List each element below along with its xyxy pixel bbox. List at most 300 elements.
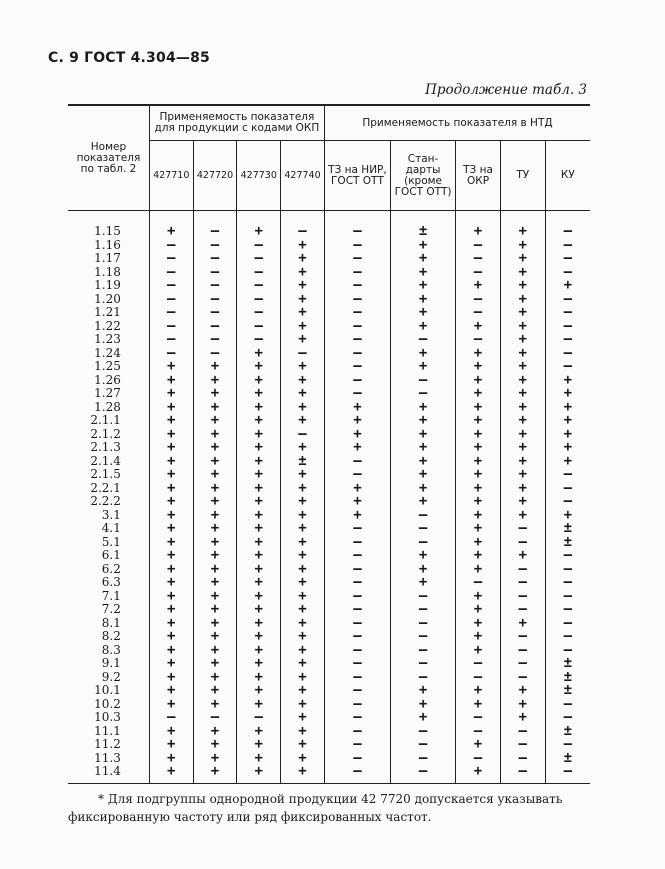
applicability-mark: + bbox=[500, 293, 545, 307]
applicability-mark: + bbox=[324, 509, 390, 523]
indicator-number: 1.23 bbox=[68, 333, 149, 347]
applicability-mark: + bbox=[456, 630, 501, 644]
table-row bbox=[68, 752, 590, 766]
applicability-mark: — bbox=[324, 738, 390, 752]
applicability-mark: + bbox=[149, 563, 193, 577]
applicability-mark: + bbox=[281, 374, 325, 388]
table-row bbox=[68, 684, 590, 698]
applicability-mark: — bbox=[456, 252, 501, 266]
indicator-number: 1.18 bbox=[68, 266, 149, 280]
applicability-mark: + bbox=[281, 563, 325, 577]
applicability-mark: + bbox=[500, 252, 545, 266]
indicator-number: 8.1 bbox=[68, 617, 149, 631]
applicability-mark: + bbox=[391, 360, 456, 374]
applicability-mark: + bbox=[237, 522, 281, 536]
applicability-mark: — bbox=[193, 320, 237, 334]
applicability-mark: — bbox=[324, 279, 390, 293]
applicability-mark: + bbox=[281, 320, 325, 334]
applicability-mark: — bbox=[500, 590, 545, 604]
table-continuation-label: Продолжение табл. 3 bbox=[425, 82, 587, 98]
applicability-mark: — bbox=[500, 752, 545, 766]
applicability-mark: + bbox=[237, 738, 281, 752]
applicability-mark: — bbox=[545, 711, 590, 725]
applicability-mark: + bbox=[149, 387, 193, 401]
applicability-mark: + bbox=[545, 455, 590, 469]
applicability-mark: — bbox=[456, 671, 501, 685]
applicability-mark: — bbox=[324, 765, 390, 783]
applicability-mark: + bbox=[149, 671, 193, 685]
applicability-mark: — bbox=[324, 347, 390, 361]
indicator-number: 11.4 bbox=[68, 765, 149, 783]
applicability-mark: + bbox=[281, 333, 325, 347]
applicability-mark: + bbox=[281, 549, 325, 563]
applicability-mark: — bbox=[237, 279, 281, 293]
applicability-mark: — bbox=[193, 333, 237, 347]
applicability-mark: + bbox=[500, 374, 545, 388]
applicability-mark: + bbox=[391, 698, 456, 712]
indicator-number: 1.27 bbox=[68, 387, 149, 401]
applicability-mark: — bbox=[237, 239, 281, 253]
ntd-header: ТЗ на НИР, ГОСТ ОТТ bbox=[324, 141, 390, 211]
applicability-mark: + bbox=[456, 414, 501, 428]
table-row bbox=[68, 536, 590, 550]
applicability-mark: — bbox=[324, 522, 390, 536]
applicability-mark: — bbox=[391, 617, 456, 631]
applicability-mark: — bbox=[149, 711, 193, 725]
applicability-mark: — bbox=[500, 576, 545, 590]
applicability-mark: — bbox=[500, 603, 545, 617]
applicability-mark: + bbox=[500, 455, 545, 469]
applicability-mark: — bbox=[500, 522, 545, 536]
applicability-mark: — bbox=[324, 725, 390, 739]
applicability-mark: — bbox=[391, 333, 456, 347]
code-header: 427720 bbox=[193, 141, 237, 211]
applicability-mark: + bbox=[193, 590, 237, 604]
applicability-mark: + bbox=[391, 468, 456, 482]
applicability-mark: — bbox=[545, 765, 590, 783]
applicability-mark: — bbox=[500, 630, 545, 644]
applicability-mark: + bbox=[545, 509, 590, 523]
applicability-mark: + bbox=[500, 684, 545, 698]
indicator-number: 1.25 bbox=[68, 360, 149, 374]
footnote: * Для подгруппы однородной продукции 42 7720 допускается указывать фиксированную частоту или ряд фиксированных частот. bbox=[68, 792, 563, 824]
applicability-mark: — bbox=[193, 252, 237, 266]
indicator-number: 2.1.1 bbox=[68, 414, 149, 428]
applicability-mark: — bbox=[149, 306, 193, 320]
applicability-mark: — bbox=[193, 266, 237, 280]
applicability-mark: + bbox=[500, 211, 545, 239]
applicability-mark: + bbox=[391, 279, 456, 293]
applicability-mark: + bbox=[237, 563, 281, 577]
applicability-mark: — bbox=[456, 293, 501, 307]
applicability-mark: ± bbox=[545, 671, 590, 685]
applicability-mark: — bbox=[456, 576, 501, 590]
table-row bbox=[68, 725, 590, 739]
ntd-header: ТЗ на ОКР bbox=[456, 141, 501, 211]
applicability-mark: + bbox=[456, 509, 501, 523]
applicability-mark: + bbox=[281, 671, 325, 685]
applicability-table bbox=[68, 104, 590, 783]
table-row bbox=[68, 401, 590, 415]
ntd-header: Стан-дарты (кроме ГОСТ ОТТ) bbox=[391, 141, 456, 211]
applicability-mark: + bbox=[456, 360, 501, 374]
applicability-mark: + bbox=[237, 644, 281, 658]
applicability-mark: + bbox=[391, 414, 456, 428]
applicability-mark: — bbox=[193, 211, 237, 239]
applicability-mark: + bbox=[149, 684, 193, 698]
applicability-mark: + bbox=[324, 441, 390, 455]
applicability-mark: + bbox=[456, 347, 501, 361]
applicability-mark: + bbox=[391, 239, 456, 253]
applicability-mark: + bbox=[237, 536, 281, 550]
applicability-mark: + bbox=[149, 211, 193, 239]
applicability-mark: + bbox=[237, 549, 281, 563]
applicability-mark: — bbox=[391, 657, 456, 671]
applicability-mark: + bbox=[149, 738, 193, 752]
applicability-mark: + bbox=[149, 698, 193, 712]
applicability-mark: + bbox=[237, 603, 281, 617]
indicator-number: 1.28 bbox=[68, 401, 149, 415]
applicability-mark: — bbox=[324, 617, 390, 631]
indicator-number: 9.1 bbox=[68, 657, 149, 671]
applicability-mark: + bbox=[237, 401, 281, 415]
indicator-number: 6.3 bbox=[68, 576, 149, 590]
applicability-mark: — bbox=[324, 684, 390, 698]
applicability-mark: + bbox=[237, 468, 281, 482]
applicability-mark: + bbox=[456, 374, 501, 388]
applicability-mark: + bbox=[281, 711, 325, 725]
applicability-mark: — bbox=[545, 333, 590, 347]
indicator-number: 5.1 bbox=[68, 536, 149, 550]
applicability-mark: + bbox=[149, 509, 193, 523]
code-header: 427740 bbox=[281, 141, 325, 211]
applicability-mark: — bbox=[545, 630, 590, 644]
table-row bbox=[68, 279, 590, 293]
table-row bbox=[68, 738, 590, 752]
applicability-mark: + bbox=[237, 414, 281, 428]
applicability-mark: + bbox=[149, 630, 193, 644]
applicability-mark: + bbox=[237, 509, 281, 523]
applicability-mark: + bbox=[149, 765, 193, 783]
applicability-mark: + bbox=[193, 576, 237, 590]
applicability-mark: + bbox=[149, 455, 193, 469]
applicability-mark: + bbox=[391, 576, 456, 590]
applicability-mark: + bbox=[281, 306, 325, 320]
indicator-number: 11.2 bbox=[68, 738, 149, 752]
table-row bbox=[68, 306, 590, 320]
applicability-mark: — bbox=[193, 293, 237, 307]
applicability-mark: + bbox=[281, 590, 325, 604]
applicability-mark: ± bbox=[281, 455, 325, 469]
applicability-mark: — bbox=[456, 752, 501, 766]
applicability-mark: + bbox=[237, 765, 281, 783]
applicability-mark: — bbox=[324, 211, 390, 239]
applicability-mark: + bbox=[149, 468, 193, 482]
applicability-mark: — bbox=[193, 239, 237, 253]
applicability-mark: + bbox=[281, 657, 325, 671]
applicability-mark: + bbox=[193, 414, 237, 428]
applicability-mark: — bbox=[545, 266, 590, 280]
applicability-mark: + bbox=[456, 441, 501, 455]
applicability-mark: + bbox=[149, 428, 193, 442]
applicability-mark: — bbox=[324, 320, 390, 334]
applicability-mark: + bbox=[456, 765, 501, 783]
applicability-mark: + bbox=[149, 657, 193, 671]
table-row bbox=[68, 374, 590, 388]
applicability-mark: + bbox=[193, 603, 237, 617]
applicability-mark: + bbox=[456, 211, 501, 239]
applicability-mark: ± bbox=[545, 684, 590, 698]
applicability-mark: + bbox=[237, 428, 281, 442]
applicability-mark: + bbox=[237, 360, 281, 374]
applicability-mark: — bbox=[545, 603, 590, 617]
applicability-mark: — bbox=[324, 576, 390, 590]
applicability-mark: + bbox=[456, 279, 501, 293]
applicability-mark: + bbox=[149, 441, 193, 455]
table-row bbox=[68, 549, 590, 563]
applicability-mark: — bbox=[545, 549, 590, 563]
applicability-mark: + bbox=[545, 401, 590, 415]
indicator-number: 6.1 bbox=[68, 549, 149, 563]
applicability-mark: — bbox=[545, 738, 590, 752]
indicator-number: 7.2 bbox=[68, 603, 149, 617]
applicability-mark: — bbox=[324, 698, 390, 712]
applicability-mark: + bbox=[281, 522, 325, 536]
applicability-mark: + bbox=[237, 482, 281, 496]
applicability-mark: — bbox=[281, 347, 325, 361]
applicability-mark: + bbox=[237, 657, 281, 671]
applicability-mark: + bbox=[391, 455, 456, 469]
applicability-mark: — bbox=[193, 279, 237, 293]
applicability-mark: — bbox=[391, 374, 456, 388]
applicability-mark: + bbox=[500, 387, 545, 401]
applicability-mark: — bbox=[149, 252, 193, 266]
table-row bbox=[68, 657, 590, 671]
table-row bbox=[68, 698, 590, 712]
applicability-mark: + bbox=[281, 239, 325, 253]
applicability-mark: + bbox=[193, 671, 237, 685]
applicability-mark: — bbox=[324, 549, 390, 563]
applicability-mark: — bbox=[545, 320, 590, 334]
applicability-mark: — bbox=[193, 306, 237, 320]
applicability-mark: + bbox=[500, 495, 545, 509]
indicator-number: 1.15 bbox=[68, 211, 149, 239]
indicator-number: 2.1.2 bbox=[68, 428, 149, 442]
table-row bbox=[68, 509, 590, 523]
applicability-mark: — bbox=[281, 428, 325, 442]
applicability-mark: + bbox=[281, 495, 325, 509]
applicability-mark: + bbox=[237, 725, 281, 739]
applicability-mark: + bbox=[281, 765, 325, 783]
indicator-number: 1.20 bbox=[68, 293, 149, 307]
applicability-mark: + bbox=[193, 360, 237, 374]
applicability-mark: + bbox=[324, 495, 390, 509]
applicability-mark: + bbox=[324, 401, 390, 415]
applicability-mark: + bbox=[281, 387, 325, 401]
table-row bbox=[68, 387, 590, 401]
okp-group-header: Применяемость показателя для продукции с кодами ОКП bbox=[149, 105, 324, 141]
applicability-mark: + bbox=[500, 266, 545, 280]
applicability-mark: + bbox=[456, 536, 501, 550]
applicability-mark: ± bbox=[391, 211, 456, 239]
applicability-mark: + bbox=[500, 711, 545, 725]
applicability-mark: — bbox=[391, 387, 456, 401]
applicability-mark: — bbox=[149, 266, 193, 280]
ntd-header: КУ bbox=[545, 141, 590, 211]
indicator-number: 1.24 bbox=[68, 347, 149, 361]
applicability-mark: + bbox=[500, 347, 545, 361]
applicability-mark: + bbox=[149, 590, 193, 604]
applicability-mark: + bbox=[193, 441, 237, 455]
table-row bbox=[68, 211, 590, 239]
applicability-mark: + bbox=[193, 428, 237, 442]
applicability-mark: + bbox=[456, 603, 501, 617]
applicability-mark: — bbox=[456, 711, 501, 725]
applicability-mark: ± bbox=[545, 657, 590, 671]
applicability-mark: + bbox=[456, 684, 501, 698]
applicability-mark: — bbox=[545, 239, 590, 253]
applicability-mark: + bbox=[237, 211, 281, 239]
applicability-mark: + bbox=[193, 522, 237, 536]
applicability-mark: + bbox=[500, 698, 545, 712]
applicability-mark: + bbox=[281, 509, 325, 523]
applicability-mark: — bbox=[324, 536, 390, 550]
applicability-mark: + bbox=[391, 428, 456, 442]
applicability-mark: + bbox=[281, 738, 325, 752]
applicability-mark: + bbox=[456, 738, 501, 752]
applicability-mark: + bbox=[456, 617, 501, 631]
applicability-mark: + bbox=[500, 306, 545, 320]
applicability-mark: — bbox=[500, 765, 545, 783]
applicability-mark: + bbox=[149, 576, 193, 590]
table-row bbox=[68, 320, 590, 334]
indicator-number: 9.2 bbox=[68, 671, 149, 685]
indicator-number: 6.2 bbox=[68, 563, 149, 577]
applicability-mark: — bbox=[149, 347, 193, 361]
applicability-mark: — bbox=[545, 698, 590, 712]
applicability-mark: + bbox=[149, 374, 193, 388]
applicability-mark: + bbox=[193, 657, 237, 671]
applicability-mark: + bbox=[237, 698, 281, 712]
applicability-mark: — bbox=[324, 239, 390, 253]
applicability-mark: — bbox=[237, 293, 281, 307]
applicability-mark: + bbox=[193, 401, 237, 415]
indicator-number: 1.21 bbox=[68, 306, 149, 320]
table-row bbox=[68, 576, 590, 590]
applicability-mark: — bbox=[545, 482, 590, 496]
applicability-mark: + bbox=[391, 401, 456, 415]
ntd-group-header: Применяемость показателя в НТД bbox=[324, 105, 590, 141]
applicability-mark: ± bbox=[545, 725, 590, 739]
applicability-mark: + bbox=[193, 684, 237, 698]
indicator-number: 10.1 bbox=[68, 684, 149, 698]
applicability-mark: — bbox=[237, 333, 281, 347]
applicability-mark: — bbox=[149, 279, 193, 293]
applicability-mark: + bbox=[391, 320, 456, 334]
table-row bbox=[68, 266, 590, 280]
applicability-mark: + bbox=[193, 468, 237, 482]
applicability-mark: + bbox=[193, 387, 237, 401]
indicator-number: 2.1.3 bbox=[68, 441, 149, 455]
applicability-mark: + bbox=[500, 279, 545, 293]
applicability-mark: + bbox=[456, 590, 501, 604]
indicator-number: 2.1.5 bbox=[68, 468, 149, 482]
table-row bbox=[68, 482, 590, 496]
applicability-mark: — bbox=[545, 576, 590, 590]
ntd-header: ТУ bbox=[500, 141, 545, 211]
applicability-mark: — bbox=[545, 563, 590, 577]
applicability-mark: + bbox=[281, 576, 325, 590]
applicability-mark: — bbox=[545, 211, 590, 239]
applicability-mark: + bbox=[193, 482, 237, 496]
applicability-mark: + bbox=[149, 603, 193, 617]
applicability-mark: + bbox=[545, 279, 590, 293]
applicability-mark: — bbox=[391, 752, 456, 766]
applicability-mark: + bbox=[237, 387, 281, 401]
applicability-mark: + bbox=[193, 563, 237, 577]
applicability-mark: + bbox=[456, 455, 501, 469]
applicability-mark: + bbox=[500, 239, 545, 253]
applicability-mark: — bbox=[324, 752, 390, 766]
applicability-mark: — bbox=[545, 306, 590, 320]
applicability-mark: — bbox=[324, 563, 390, 577]
applicability-mark: + bbox=[391, 482, 456, 496]
indicator-number: 2.2.2 bbox=[68, 495, 149, 509]
indicator-number: 10.3 bbox=[68, 711, 149, 725]
applicability-mark: + bbox=[456, 549, 501, 563]
applicability-mark: + bbox=[281, 644, 325, 658]
indicator-number: 11.3 bbox=[68, 752, 149, 766]
applicability-mark: — bbox=[391, 644, 456, 658]
applicability-mark: + bbox=[391, 266, 456, 280]
applicability-mark: + bbox=[149, 752, 193, 766]
applicability-mark: + bbox=[193, 536, 237, 550]
applicability-mark: — bbox=[193, 711, 237, 725]
applicability-mark: + bbox=[545, 428, 590, 442]
applicability-mark: + bbox=[281, 293, 325, 307]
applicability-mark: — bbox=[391, 590, 456, 604]
applicability-mark: — bbox=[324, 455, 390, 469]
indicator-number: 4.1 bbox=[68, 522, 149, 536]
applicability-mark: — bbox=[149, 333, 193, 347]
applicability-mark: — bbox=[545, 360, 590, 374]
applicability-mark: — bbox=[237, 711, 281, 725]
applicability-mark: + bbox=[456, 644, 501, 658]
applicability-mark: + bbox=[500, 360, 545, 374]
table-row bbox=[68, 590, 590, 604]
applicability-mark: — bbox=[500, 644, 545, 658]
applicability-mark: + bbox=[281, 603, 325, 617]
applicability-mark: + bbox=[237, 441, 281, 455]
applicability-mark: — bbox=[237, 252, 281, 266]
table-row bbox=[68, 468, 590, 482]
applicability-mark: + bbox=[193, 765, 237, 783]
applicability-mark: — bbox=[456, 306, 501, 320]
applicability-mark: + bbox=[193, 374, 237, 388]
code-header: 427710 bbox=[149, 141, 193, 211]
applicability-mark: — bbox=[545, 644, 590, 658]
applicability-mark: + bbox=[545, 374, 590, 388]
table-row bbox=[68, 360, 590, 374]
applicability-mark: — bbox=[324, 630, 390, 644]
applicability-mark: + bbox=[456, 320, 501, 334]
applicability-mark: — bbox=[545, 347, 590, 361]
applicability-mark: — bbox=[324, 644, 390, 658]
table-row bbox=[68, 252, 590, 266]
table-row bbox=[68, 293, 590, 307]
applicability-mark: — bbox=[237, 306, 281, 320]
applicability-mark: — bbox=[391, 671, 456, 685]
